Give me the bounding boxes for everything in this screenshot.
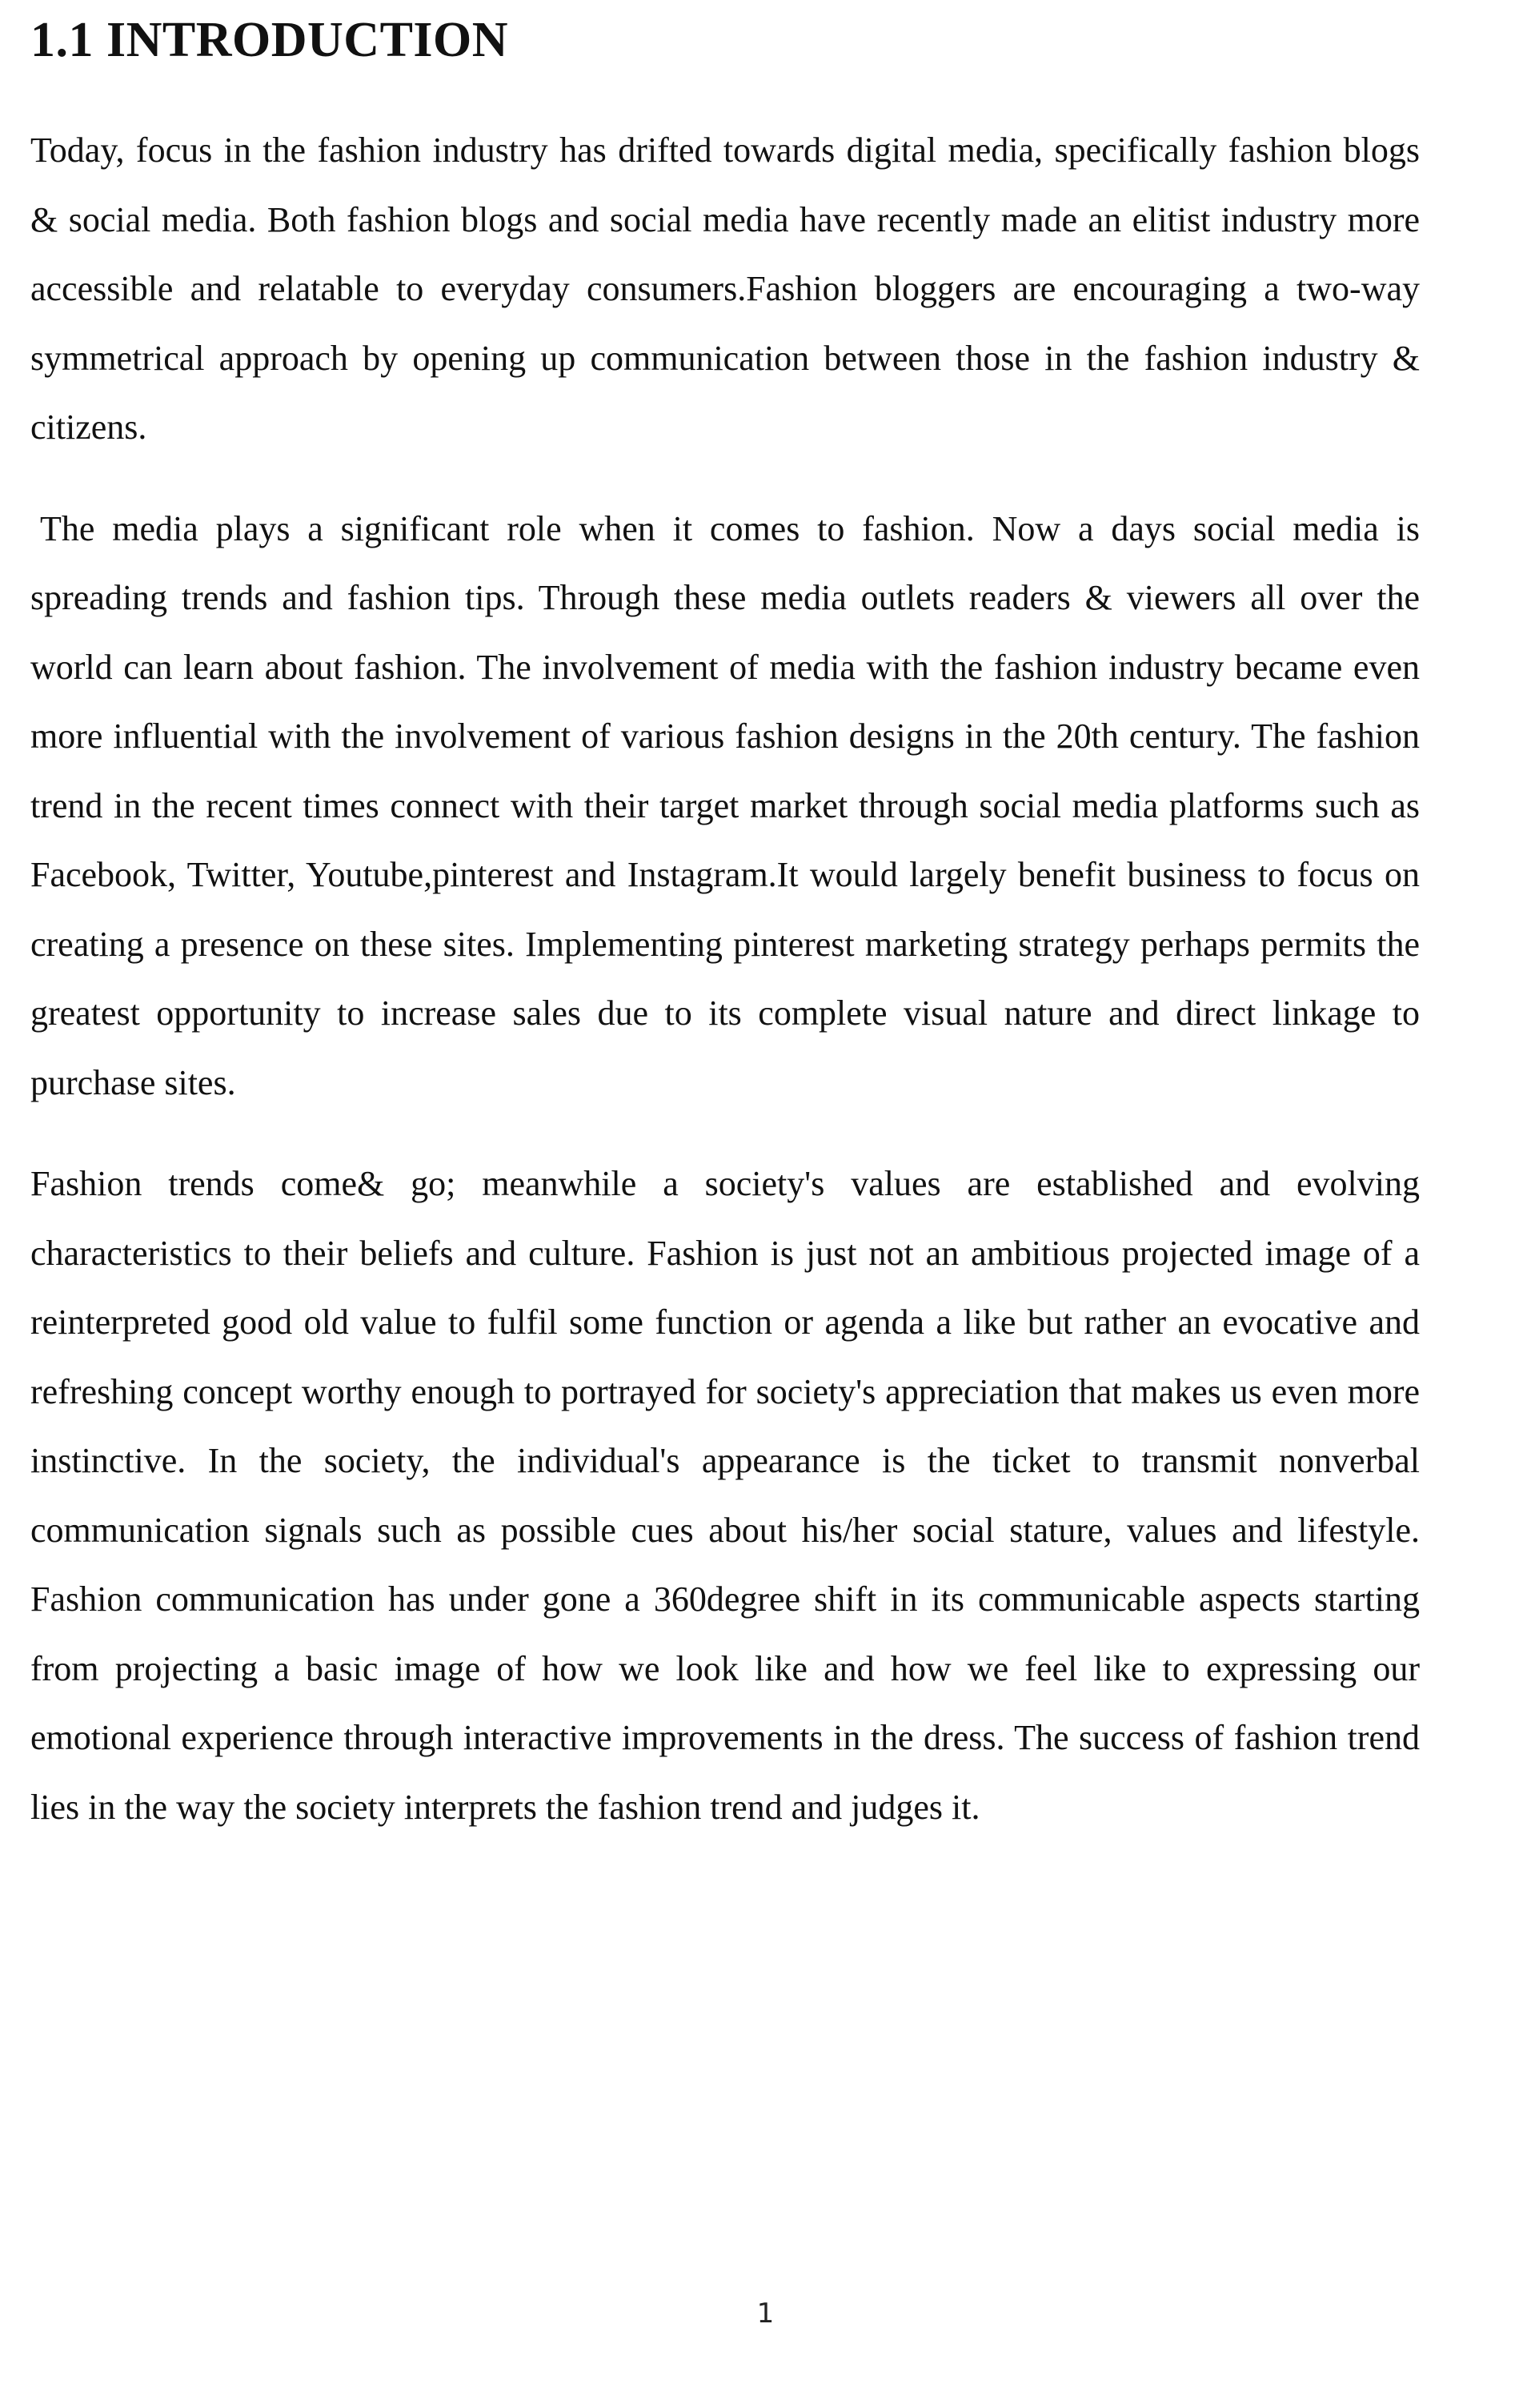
document-page [30,0,1420,2408]
section-heading: 1.1 INTRODUCTION [30,13,509,67]
paragraph-intro: Today, focus in the fashion industry has drifted towards digital media, specifically fashion blogs & social media. Both fashion blogs and social media have recently made an elitist industry more accessible and relatable to everyday consumers.Fashion bloggers are encouraging a two-way symmetrical approach by opening up communication between those in the fashion industry & citizens. [30,130,1420,447]
paragraph-fashion-trends: Fashion trends come& go; meanwhile a society's values are established and evolving characteristics to their beliefs and culture. Fashion is just not an ambitious projected image of a reinterpreted good old value to fulfil some function or agenda a like but rather an evocative and refreshing concept worthy enough to portrayed for society's appreciation that makes us even more instinctive. In the society, the individual's appearance is the ticket to transmit nonverbal communication signals such as possible cues about his/her social stature, values and lifestyle. Fashion communication has under gone a 360degree shift in its communicable aspects starting from projecting a basic image of how we look like and how we feel like to expressing our emotional experience through interactive improvements in the dress. The success of fashion trend lies in the way the society interprets the fashion trend and judges it. [30,1164,1420,1827]
page-number: 1 [756,2298,775,2330]
paragraph-media-role: The media plays a significant role when it comes to fashion. Now a days social media is spreading trends and fashion tips. Through these media outlets readers & viewers all over the world can learn about fashion. The involvement of media with the fashion industry became even more influential with the involvement of various fashion designs in the 20th century. The fashion trend in the recent times connect with their target market through social media platforms such as Facebook, Twitter, Youtube,pinterest and Instagram.It would largely benefit business to focus on creating a presence on these sites. Implementing pinterest marketing strategy perhaps permits the greatest opportunity to increase sales due to its complete visual nature and direct linkage to purchase sites. [30,508,1420,1102]
